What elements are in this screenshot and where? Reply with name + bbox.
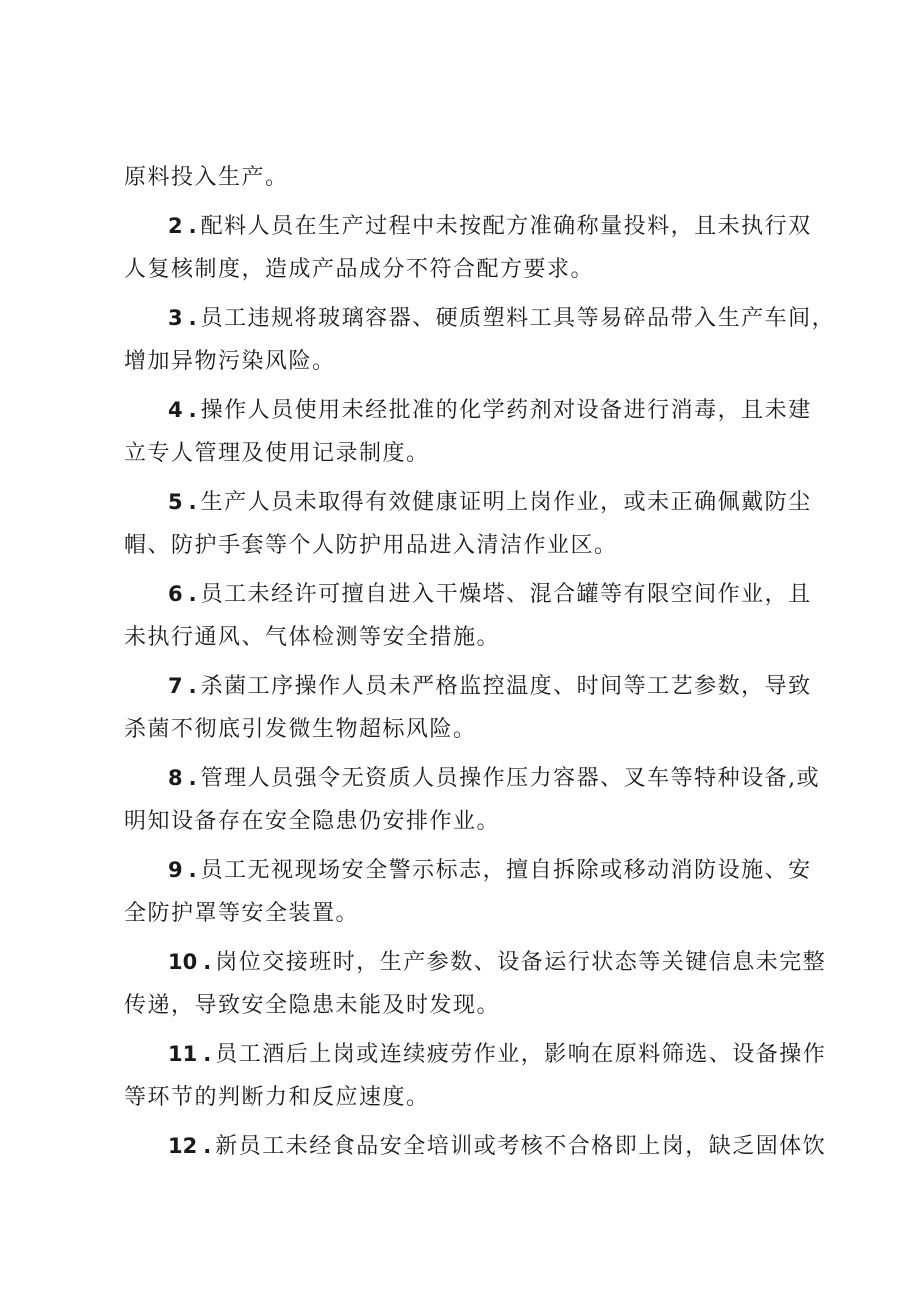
item-text: 操作人员使用未经批准的化学药剂对设备进行消毒，且未建 [200,398,812,423]
item-number: 12 [168,1134,198,1158]
list-item-6-line2 [124,623,920,653]
item-text: 明知设备存在安全隐患仍安排作业。 [124,809,501,834]
list-item-10-line2 [124,991,920,1021]
item-separator: . [188,858,197,882]
item-text: 人复核制度，造成产品成分不符合配方要求。 [124,257,595,282]
item-separator: . [188,214,197,238]
item-separator: . [188,490,197,514]
item-text: 员工未经许可擅自进入干燥塔、混合罐等有限空间作业，且 [200,582,812,607]
item-text: 管理人员强令无资质人员操作压力容器、叉车等特种设备,或 [200,766,821,791]
item-separator: . [203,1134,212,1158]
list-item-9-line1 [168,855,920,886]
list-item-4-line2 [124,439,920,469]
item-separator: . [188,306,197,330]
item-number: 8 [168,766,183,790]
list-item-8-line2 [124,807,920,837]
list-item-3-line2 [124,347,920,377]
item-text: 新员工未经食品安全培训或考核不合格即上岗，缺乏固体饮 [215,1134,827,1159]
item-text: 员工酒后上岗或连续疲劳作业，影响在原料筛选、设备操作 [215,1042,827,1067]
list-item-8-line1 [168,763,920,794]
list-item-5-line1 [168,487,920,518]
list-item-6-line1 [168,579,920,610]
item-number: 11 [168,1042,198,1066]
item-text: 杀菌不彻底引发微生物超标风险。 [124,717,477,742]
opening-text: 原料投入生产。 [124,165,289,190]
item-text: 杀菌工序操作人员未严格监控温度、时间等工艺参数，导致 [200,674,812,699]
item-separator: . [203,950,212,974]
list-item-2-line2 [124,255,920,285]
item-number: 2 [168,214,183,238]
list-item-9-line2 [124,899,920,929]
list-item-2-line1 [168,211,920,242]
list-item-7-line2 [124,715,920,745]
item-text: 帽、防护手套等个人防护用品进入清洁作业区。 [124,533,618,558]
list-item-3-line1 [168,303,920,334]
item-text: 员工违规将玻璃容器、硬质塑料工具等易碎品带入生产车间， [200,306,836,331]
list-item-12-line1 [168,1131,920,1162]
item-text: 未执行通风、气体检测等安全措施。 [124,625,501,650]
item-text: 增加异物污染风险。 [124,349,336,374]
item-number: 4 [168,398,183,422]
item-number: 5 [168,490,183,514]
item-text: 立专人管理及使用记录制度。 [124,441,430,466]
item-text: 岗位交接班时，生产参数、设备运行状态等关键信息未完整 [215,950,827,975]
item-text: 传递，导致安全隐患未能及时发现。 [124,993,501,1018]
list-item-11-line2 [124,1083,920,1113]
item-number: 3 [168,306,183,330]
item-number: 9 [168,858,183,882]
item-separator: . [203,1042,212,1066]
list-item-11-line1 [168,1039,920,1070]
item-text: 全防护罩等安全装置。 [124,901,360,926]
item-text: 等环节的判断力和反应速度。 [124,1085,430,1110]
item-number: 10 [168,950,198,974]
item-text: 生产人员未取得有效健康证明上岗作业，或未正确佩戴防尘 [200,490,812,515]
list-item-10-line1 [168,947,920,978]
list-item-5-line2 [124,531,920,561]
item-separator: . [188,582,197,606]
item-number: 7 [168,674,183,698]
paragraph-line [124,163,920,193]
item-text: 员工无视现场安全警示标志，擅自拆除或移动消防设施、安 [200,858,812,883]
item-text: 配料人员在生产过程中未按配方准确称量投料，且未执行双 [200,214,812,239]
list-item-7-line1 [168,671,920,702]
item-number: 6 [168,582,183,606]
list-item-4-line1 [168,395,920,426]
item-separator: . [188,766,197,790]
item-separator: . [188,674,197,698]
item-separator: . [188,398,197,422]
